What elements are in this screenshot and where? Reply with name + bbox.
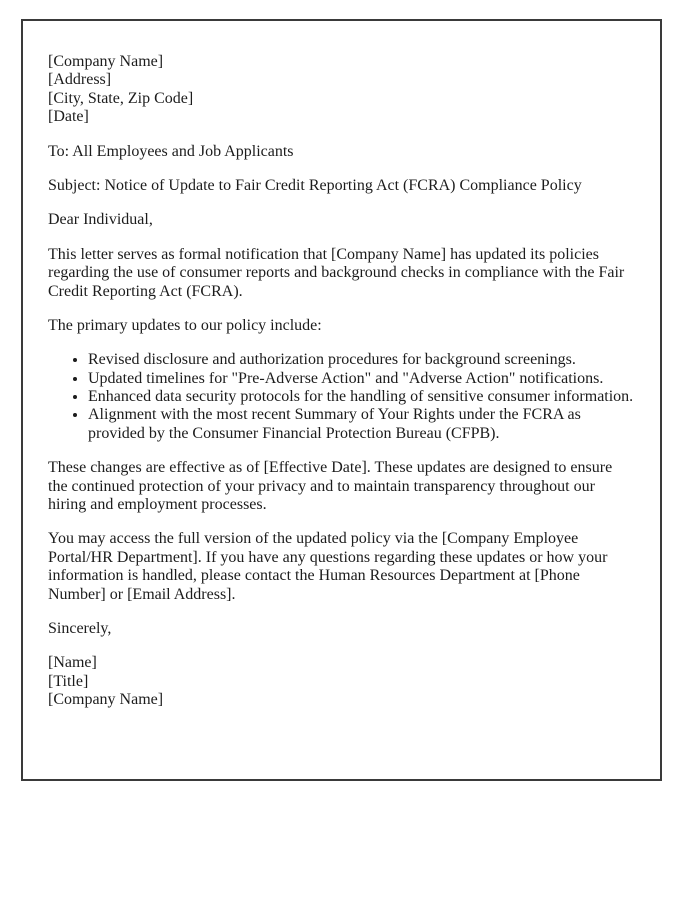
updates-intro-paragraph: The primary updates to our policy include: bbox=[48, 316, 322, 334]
policy-updates-list bbox=[48, 351, 635, 443]
list-item: • Updated timelines for "Pre-Adverse Action" and "Adverse Action" notifications. bbox=[88, 370, 635, 388]
signature-block bbox=[48, 654, 635, 709]
header-address: [Address] bbox=[48, 71, 112, 89]
salutation: Dear Individual, bbox=[48, 211, 153, 229]
list-item: • Enhanced data security protocols for the handling of sensitive consumer information. bbox=[88, 388, 635, 406]
list-item: • Revised disclosure and authorization procedures for background screenings. bbox=[88, 351, 635, 369]
signature-company: [Company Name] bbox=[48, 691, 164, 709]
subject-line: Subject: Notice of Update to Fair Credit Reporting Act (FCRA) Compliance Policy bbox=[48, 176, 582, 194]
to-line: To: All Employees and Job Applicants bbox=[48, 142, 294, 160]
intro-paragraph: This letter serves as formal notification that [Company Name] has updated its policies regarding the use of consumer reports and background checks in compliance with the Fair Credit Reporting Act (FCRA). bbox=[48, 245, 625, 300]
header-company-name: [Company Name] bbox=[48, 53, 164, 70]
list-item: • Alignment with the most recent Summary of Your Rights under the FCRA as provided by the Consumer Financial Protection Bureau (CFPB). bbox=[88, 406, 635, 443]
signature-title: [Title] bbox=[48, 672, 89, 690]
letter-header-block bbox=[48, 53, 635, 127]
header-date: [Date] bbox=[48, 108, 89, 126]
effective-date-paragraph: These changes are effective as of [Effective Date]. These updates are designed to ensure the continued protection of your privacy and to maintain transparency throughout our hiring and employment processes. bbox=[48, 459, 613, 514]
signature-name: [Name] bbox=[48, 654, 97, 672]
closing: Sincerely, bbox=[48, 619, 112, 637]
letter-document bbox=[21, 19, 662, 781]
access-info-paragraph: You may access the full version of the updated policy via the [Company Employee Portal/HR Department]. If you have any questions regarding these updates or how your information is handled, please contact the Human Resources Department at [Phone Number] or [Email Address]. bbox=[48, 530, 608, 603]
header-city-state-zip: [City, State, Zip Code] bbox=[48, 89, 194, 107]
